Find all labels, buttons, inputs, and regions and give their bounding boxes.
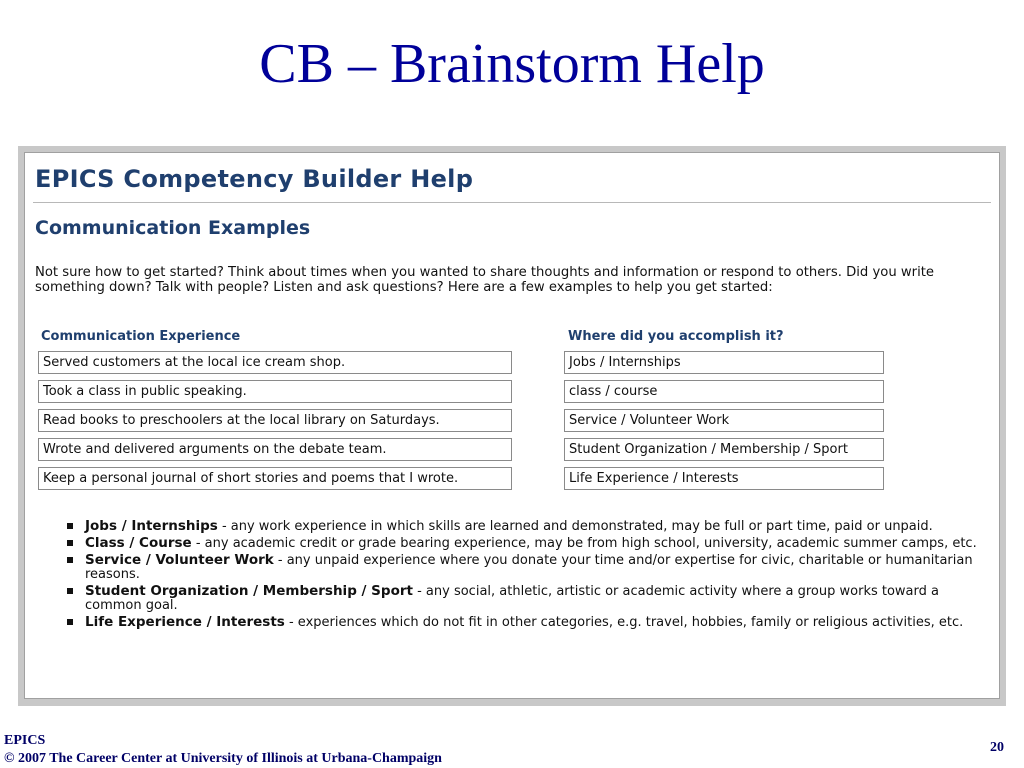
definition-text: - any social, athletic, artistic or academic activity where a group works toward a common goal. — [85, 584, 939, 613]
heading-divider — [33, 202, 991, 203]
where-example-box: Service / Volunteer Work — [564, 409, 884, 432]
definition-item — [65, 519, 985, 534]
experience-example-box: Wrote and delivered arguments on the debate team. — [38, 438, 512, 461]
definition-text: - experiences which do not fit in other categories, e.g. travel, hobbies, family or religious activities, etc. — [284, 615, 964, 630]
definition-term: Life Experience / Interests — [85, 614, 285, 630]
help-app-title: EPICS Competency Builder Help — [35, 165, 474, 193]
definition-item — [65, 615, 985, 630]
square-bullet-icon — [67, 540, 73, 546]
where-example-box: Life Experience / Interests — [564, 467, 884, 490]
section-title: Communication Examples — [35, 217, 311, 239]
definition-item — [65, 536, 985, 551]
experience-example-box: Read books to preschoolers at the local library on Saturdays. — [38, 409, 512, 432]
definition-term: Service / Volunteer Work — [85, 552, 274, 568]
slide-footer — [4, 732, 442, 768]
help-panel — [24, 152, 1000, 699]
square-bullet-icon — [67, 588, 73, 594]
where-example-box: Jobs / Internships — [564, 351, 884, 374]
square-bullet-icon — [67, 523, 73, 529]
square-bullet-icon — [67, 619, 73, 625]
where-example-box: class / course — [564, 380, 884, 403]
category-definitions-list — [65, 519, 985, 632]
definition-term: Student Organization / Membership / Sport — [85, 583, 413, 599]
definition-item — [65, 553, 985, 582]
footer-copyright: © 2007 The Career Center at University of Illinois at Urbana-Champaign — [4, 751, 442, 766]
square-bullet-icon — [67, 557, 73, 563]
experience-example-box: Took a class in public speaking. — [38, 380, 512, 403]
footer-brand: EPICS — [4, 733, 46, 748]
experience-example-box: Keep a personal journal of short stories and poems that I wrote. — [38, 467, 512, 490]
experience-column-header: Communication Experience — [41, 329, 241, 344]
where-example-box: Student Organization / Membership / Sport — [564, 438, 884, 461]
slide-title: CB – Brainstorm Help — [259, 33, 765, 95]
definition-term: Class / Course — [85, 535, 192, 551]
intro-paragraph: Not sure how to get started? Think about times when you wanted to share thoughts and information or respond to others. Did you write something down? Talk with people? Listen and ask questions? Here are a few examples to help you get started: — [35, 265, 935, 295]
definition-term: Jobs / Internships — [85, 518, 218, 534]
definition-text: - any work experience in which skills are learned and demonstrated, may be full or part time, paid or unpaid. — [217, 519, 933, 534]
definition-text: - any unpaid experience where you donate your time and/or expertise for civic, charitable or humanitarian reasons. — [85, 553, 973, 582]
definition-text: - any academic credit or grade bearing experience, may be from high school, university, academic summer camps, etc. — [191, 536, 977, 551]
page-number: 20 — [990, 740, 1004, 755]
help-screenshot-frame — [18, 146, 1006, 706]
where-column-header: Where did you accomplish it? — [568, 329, 784, 344]
definition-item — [65, 584, 985, 613]
experience-example-box: Served customers at the local ice cream shop. — [38, 351, 512, 374]
